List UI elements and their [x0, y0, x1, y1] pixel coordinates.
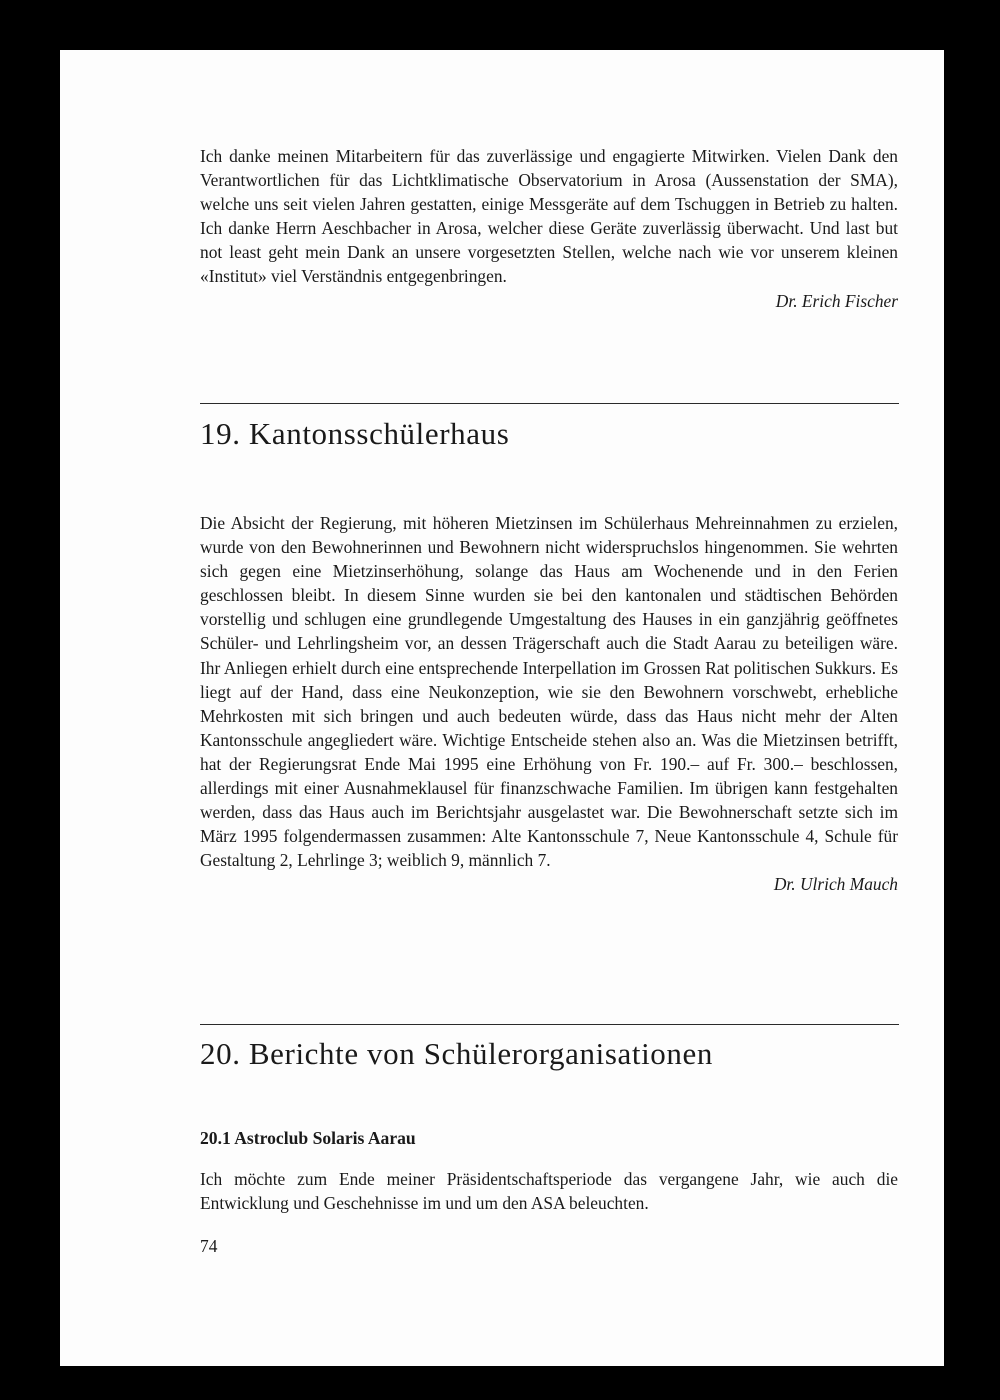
section-19-paragraph: Die Absicht der Regierung, mit höheren Mietzinsen im Schülerhaus Mehreinnahmen zu erzielen, wurde von den Bewohnerinnen und Bewohnern nicht widerspruchslos hingenommen. Sie wehrten sich gegen eine Mietzinserhöhung, solange das Haus am Wochenende und in den Ferien geschlossen bleibt. In diesem Sinne wurden sie bei den kantonalen und städtischen Behörden vorstellig und schlugen eine grundlegende Umgestaltung des Hauses in ein ganzjährig geöffnetes Schüler- und Lehrlingsheim vor, an dessen Trägerschaft auch die Stadt Aarau zu beteiligen wäre. Ihr Anliegen erhielt durch eine entsprechende Interpellation im Grossen Rat politischen Sukkurs. Es liegt auf der Hand, dass eine Neukonzeption, wie sie den Bewohnern vorschwebt, erhebliche Mehrkosten mit sich bringen und auch bedeuten würde, dass das Haus nicht mehr der Alten Kantonsschule angegliedert wäre. Wichtige Entscheide stehen also an. Was die Mietzinsen betrifft, hat der Regierungsrat Ende Mai 1995 eine Erhöhung von Fr. 190.– auf Fr. 300.– beschlossen, allerdings mit einer Ausnahmeklausel für finanzschwache Familien. Im übrigen kann festgehalten werden, dass das Haus auch im Berichtsjahr ausgelastet war. Die Bewohnerschaft setzte sich im März 1995 folgendermassen zusammen: Alte Kantonsschule 7, Neue Kantonsschule 4, Schule für Gestaltung 2, Lehrlinge 3; weiblich 9, männlich 7.: [200, 513, 898, 871]
section-18-closing: [200, 144, 898, 313]
subsection-20-1-body: [200, 1167, 898, 1215]
acknowledgement-paragraph: Ich danke meinen Mitarbeitern für das zuverlässige und engagierte Mitwirken. Vielen Dank den Verantwortlichen für das Lichtklimatische Observatorium in Arosa (Aussenstation der SMA), welche uns seit vielen Jahren gestatten, einige Messgeräte auf dem Tschuggen in Betrieb zu halten. Ich danke Herrn Aeschbacher in Arosa, welcher diese Geräte zuverlässig überwacht. Und last but not least geht mein Dank an unsere vorgesetzten Stellen, welche nach wie vor unserem kleinen «Institut» viel Verständnis entgegenbringen.: [200, 146, 898, 287]
signature-ulrich-mauch: Dr. Ulrich Mauch: [773, 874, 898, 895]
subsection-20-1-paragraph: Ich möchte zum Ende meiner Präsidentschaftsperiode das vergangene Jahr, wie auch die Entwicklung und Geschehnisse im und um den ASA beleuchten.: [200, 1169, 898, 1214]
subsection-20-1-heading: 20.1 Astroclub Solaris Aarau: [200, 1128, 416, 1148]
page-number: 74: [200, 1236, 218, 1256]
document-page: [60, 50, 944, 1366]
signature-erich-fischer: Dr. Erich Fischer: [775, 290, 898, 311]
section-19-body: [200, 511, 898, 896]
section-20-heading: 20. Berichte von Schülerorganisationen: [200, 1036, 713, 1071]
section-divider: [200, 403, 899, 404]
section-19-heading: 19. Kantonsschülerhaus: [200, 416, 510, 451]
section-divider: [200, 1024, 899, 1025]
